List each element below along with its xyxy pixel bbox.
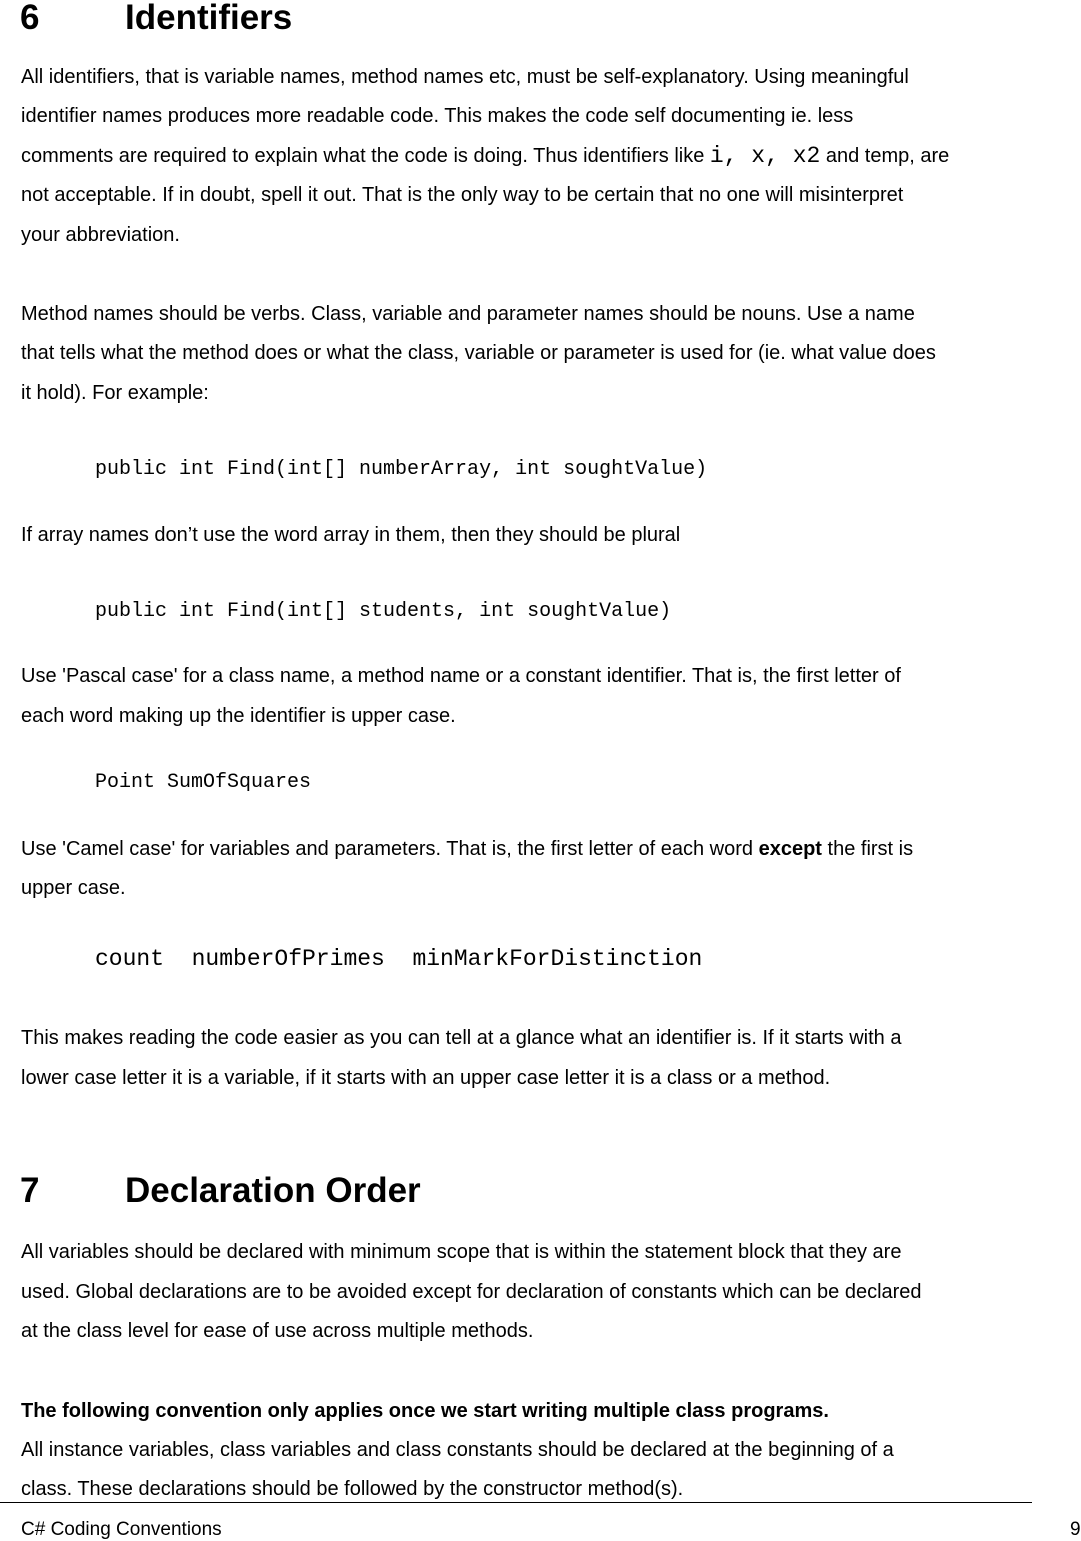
s6-para1-line2: identifier names produces more readable code. This makes the code self documenting ie. less (21, 105, 854, 127)
footer-page-number: 9 (1070, 1519, 1081, 1540)
s6-para1-line5: your abbreviation. (21, 224, 180, 246)
inline-code-identifiers: i, x, x2 (709, 143, 821, 169)
s6-para5-line1-tail: the first is (821, 838, 914, 860)
s6-para4-line2: each word making up the identifier is upper case. (21, 705, 456, 727)
s6-para3: If array names don’t use the word array in them, then they should be plural (21, 524, 681, 546)
s6-para5-line1 (21, 839, 913, 859)
s6-para2-line3: it hold). For example: (21, 382, 209, 404)
s6-para2-line2: that tells what the method does or what the class, variable or parameter is used for (ie. what value does (21, 342, 936, 364)
s7-note-bold: The following convention only applies once we start writing multiple class programs. (21, 1400, 829, 1422)
s7-para2-line1: All instance variables, class variables and class constants should be declared at the beginning of a (21, 1439, 894, 1461)
s6-para5-line1-text: Use 'Camel case' for variables and parameters. That is, the first letter of each word (21, 838, 759, 860)
s7-para2-line2: class. These declarations should be followed by the constructor method(s). (21, 1478, 684, 1500)
footer-divider (0, 1502, 1032, 1503)
s7-para1-line2: used. Global declarations are to be avoided except for declaration of constants which can be declared (21, 1281, 922, 1303)
code-example-find-students: public int Find(int[] students, int soughtValue) (95, 600, 672, 623)
s6-para4-line1: Use 'Pascal case' for a class name, a method name or a constant identifier. That is, the first letter of (21, 665, 901, 687)
footer-title: C# Coding Conventions (21, 1519, 222, 1540)
s7-para1-line3: at the class level for ease of use across multiple methods. (21, 1320, 534, 1342)
s6-para6-line2: lower case letter it is a variable, if it starts with an upper case letter it is a class or a method. (21, 1067, 831, 1089)
s6-para6-line1: This makes reading the code easier as you can tell at a glance what an identifier is. If it starts with a (21, 1027, 902, 1049)
section-6-number: 6 (20, 0, 40, 37)
code-example-camel-case: count numberOfPrimes minMarkForDistinction (95, 946, 703, 972)
code-example-find-number-array: public int Find(int[] numberArray, int soughtValue) (95, 458, 708, 481)
s6-para2-line1: Method names should be verbs. Class, variable and parameter names should be nouns. Use a name (21, 303, 915, 325)
emphasis-except: except (758, 838, 822, 860)
s6-para5-line2: upper case. (21, 877, 126, 899)
code-example-pascal-case: Point SumOfSquares (95, 771, 312, 794)
s6-para1-line3-tail: and temp, are (820, 145, 950, 167)
s6-para1-line4: not acceptable. If in doubt, spell it out. That is the only way to be certain that no one will misinterpret (21, 184, 904, 206)
s6-para1-line3 (21, 143, 950, 169)
section-6-title: Identifiers (125, 0, 293, 37)
section-7-title: Declaration Order (125, 1171, 421, 1210)
s6-para1-line1: All identifiers, that is variable names, method names etc, must be self-explanatory. Using meaningful (21, 66, 909, 88)
s6-para1-line3-text: comments are required to explain what the code is doing. Thus identifiers like (21, 145, 710, 167)
section-7-number: 7 (20, 1171, 40, 1210)
s7-para1-line1: All variables should be declared with minimum scope that is within the statement block that they are (21, 1241, 902, 1263)
